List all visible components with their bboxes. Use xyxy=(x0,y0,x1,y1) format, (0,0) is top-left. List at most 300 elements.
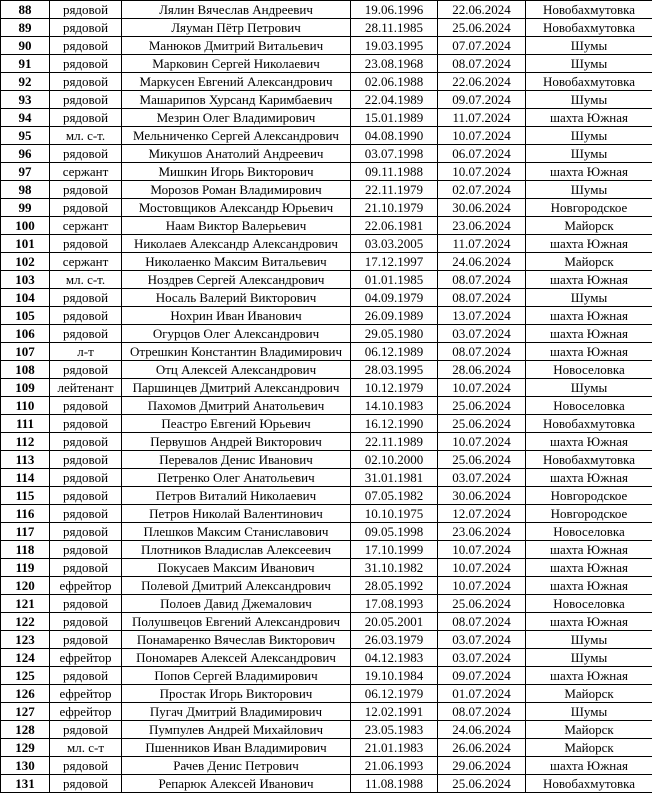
name-cell: Ляуман Пётр Петрович xyxy=(122,19,351,37)
birth-date-cell: 06.12.1989 xyxy=(351,343,438,361)
date-cell: 07.07.2024 xyxy=(438,37,526,55)
birth-date-cell: 04.08.1990 xyxy=(351,127,438,145)
rank-cell: рядовой xyxy=(50,595,122,613)
name-cell: Перевалов Денис Иванович xyxy=(122,451,351,469)
place-cell: Новобахмутовка xyxy=(526,775,652,793)
name-cell: Петров Николай Валентинович xyxy=(122,505,351,523)
row-number: 91 xyxy=(1,55,50,73)
birth-date-cell: 03.07.1998 xyxy=(351,145,438,163)
birth-date-cell: 22.11.1979 xyxy=(351,181,438,199)
name-cell: Покусаев Максим Иванович xyxy=(122,559,351,577)
date-cell: 10.07.2024 xyxy=(438,127,526,145)
rank-cell: рядовой xyxy=(50,145,122,163)
table-row xyxy=(1,145,652,163)
row-number: 124 xyxy=(1,649,50,667)
birth-date-cell: 17.12.1997 xyxy=(351,253,438,271)
rank-cell: рядовой xyxy=(50,199,122,217)
rank-cell: рядовой xyxy=(50,721,122,739)
rank-cell: рядовой xyxy=(50,397,122,415)
table-row xyxy=(1,469,652,487)
row-number: 122 xyxy=(1,613,50,631)
table-row xyxy=(1,415,652,433)
date-cell: 03.07.2024 xyxy=(438,649,526,667)
date-cell: 09.07.2024 xyxy=(438,667,526,685)
row-number: 101 xyxy=(1,235,50,253)
row-number: 94 xyxy=(1,109,50,127)
place-cell: Новобахмутовка xyxy=(526,1,652,19)
row-number: 100 xyxy=(1,217,50,235)
place-cell: Шумы xyxy=(526,181,652,199)
date-cell: 08.07.2024 xyxy=(438,613,526,631)
birth-date-cell: 28.11.1985 xyxy=(351,19,438,37)
place-cell: шахта Южная xyxy=(526,325,652,343)
row-number: 111 xyxy=(1,415,50,433)
birth-date-cell: 09.11.1988 xyxy=(351,163,438,181)
birth-date-cell: 22.04.1989 xyxy=(351,91,438,109)
birth-date-cell: 16.12.1990 xyxy=(351,415,438,433)
date-cell: 13.07.2024 xyxy=(438,307,526,325)
table-row xyxy=(1,253,652,271)
row-number: 129 xyxy=(1,739,50,757)
name-cell: Петров Виталий Николаевич xyxy=(122,487,351,505)
rank-cell: рядовой xyxy=(50,37,122,55)
date-cell: 12.07.2024 xyxy=(438,505,526,523)
place-cell: Шумы xyxy=(526,703,652,721)
row-number: 90 xyxy=(1,37,50,55)
rank-cell: л-т xyxy=(50,343,122,361)
row-number: 127 xyxy=(1,703,50,721)
birth-date-cell: 31.10.1982 xyxy=(351,559,438,577)
name-cell: Носаль Валерий Викторович xyxy=(122,289,351,307)
table-row xyxy=(1,451,652,469)
table-row xyxy=(1,19,652,37)
place-cell: Новобахмутовка xyxy=(526,73,652,91)
place-cell: Шумы xyxy=(526,145,652,163)
place-cell: Новгородское xyxy=(526,487,652,505)
row-number: 98 xyxy=(1,181,50,199)
rank-cell: рядовой xyxy=(50,73,122,91)
row-number: 104 xyxy=(1,289,50,307)
date-cell: 10.07.2024 xyxy=(438,163,526,181)
rank-cell: рядовой xyxy=(50,541,122,559)
date-cell: 11.07.2024 xyxy=(438,109,526,127)
birth-date-cell: 22.06.1981 xyxy=(351,217,438,235)
name-cell: Нохрин Иван Иванович xyxy=(122,307,351,325)
birth-date-cell: 09.05.1998 xyxy=(351,523,438,541)
name-cell: Микушов Анатолий Андреевич xyxy=(122,145,351,163)
birth-date-cell: 06.12.1979 xyxy=(351,685,438,703)
rank-cell: мл. с-т xyxy=(50,739,122,757)
date-cell: 10.07.2024 xyxy=(438,577,526,595)
table-row xyxy=(1,91,652,109)
date-cell: 22.06.2024 xyxy=(438,1,526,19)
birth-date-cell: 28.05.1992 xyxy=(351,577,438,595)
rank-cell: рядовой xyxy=(50,19,122,37)
name-cell: Мельниченко Сергей Александрович xyxy=(122,127,351,145)
date-cell: 10.07.2024 xyxy=(438,541,526,559)
place-cell: Шумы xyxy=(526,379,652,397)
place-cell: Новобахмутовка xyxy=(526,451,652,469)
date-cell: 08.07.2024 xyxy=(438,271,526,289)
rank-cell: сержант xyxy=(50,253,122,271)
table-row xyxy=(1,613,652,631)
date-cell: 25.06.2024 xyxy=(438,415,526,433)
birth-date-cell: 04.09.1979 xyxy=(351,289,438,307)
table-row xyxy=(1,163,652,181)
birth-date-cell: 19.06.1996 xyxy=(351,1,438,19)
birth-date-cell: 26.03.1979 xyxy=(351,631,438,649)
date-cell: 25.06.2024 xyxy=(438,19,526,37)
birth-date-cell: 17.10.1999 xyxy=(351,541,438,559)
date-cell: 11.07.2024 xyxy=(438,235,526,253)
birth-date-cell: 23.08.1968 xyxy=(351,55,438,73)
place-cell: Новгородское xyxy=(526,505,652,523)
place-cell: Новоселовка xyxy=(526,361,652,379)
name-cell: Паршинцев Дмитрий Александрович xyxy=(122,379,351,397)
birth-date-cell: 28.03.1995 xyxy=(351,361,438,379)
table-row xyxy=(1,631,652,649)
place-cell: Шумы xyxy=(526,91,652,109)
name-cell: Мостовщиков Александр Юрьевич xyxy=(122,199,351,217)
table-row xyxy=(1,739,652,757)
row-number: 126 xyxy=(1,685,50,703)
birth-date-cell: 14.10.1983 xyxy=(351,397,438,415)
date-cell: 26.06.2024 xyxy=(438,739,526,757)
date-cell: 06.07.2024 xyxy=(438,145,526,163)
table-row xyxy=(1,1,652,19)
date-cell: 10.07.2024 xyxy=(438,559,526,577)
birth-date-cell: 21.01.1983 xyxy=(351,739,438,757)
rank-cell: сержант xyxy=(50,217,122,235)
rank-cell: рядовой xyxy=(50,325,122,343)
date-cell: 03.07.2024 xyxy=(438,631,526,649)
place-cell: Майорск xyxy=(526,685,652,703)
table-row xyxy=(1,37,652,55)
birth-date-cell: 03.03.2005 xyxy=(351,235,438,253)
table-row xyxy=(1,325,652,343)
rank-cell: рядовой xyxy=(50,775,122,793)
row-number: 96 xyxy=(1,145,50,163)
date-cell: 08.07.2024 xyxy=(438,55,526,73)
name-cell: Николаенко Максим Витальевич xyxy=(122,253,351,271)
birth-date-cell: 22.11.1989 xyxy=(351,433,438,451)
place-cell: шахта Южная xyxy=(526,757,652,775)
place-cell: шахта Южная xyxy=(526,163,652,181)
rank-cell: рядовой xyxy=(50,1,122,19)
row-number: 106 xyxy=(1,325,50,343)
name-cell: Маркусен Евгений Александрович xyxy=(122,73,351,91)
birth-date-cell: 19.10.1984 xyxy=(351,667,438,685)
birth-date-cell: 29.05.1980 xyxy=(351,325,438,343)
name-cell: Отц Алексей Александрович xyxy=(122,361,351,379)
date-cell: 10.07.2024 xyxy=(438,379,526,397)
row-number: 93 xyxy=(1,91,50,109)
date-cell: 03.07.2024 xyxy=(438,325,526,343)
row-number: 97 xyxy=(1,163,50,181)
name-cell: Пумпулев Андрей Михайлович xyxy=(122,721,351,739)
name-cell: Плотников Владислав Алексеевич xyxy=(122,541,351,559)
name-cell: Плешков Максим Станиславович xyxy=(122,523,351,541)
birth-date-cell: 10.12.1979 xyxy=(351,379,438,397)
date-cell: 25.06.2024 xyxy=(438,397,526,415)
table-row xyxy=(1,721,652,739)
date-cell: 03.07.2024 xyxy=(438,469,526,487)
name-cell: Мишкин Игорь Викторович xyxy=(122,163,351,181)
table-row xyxy=(1,127,652,145)
row-number: 112 xyxy=(1,433,50,451)
date-cell: 24.06.2024 xyxy=(438,721,526,739)
table-row xyxy=(1,433,652,451)
name-cell: Марковин Сергей Николаевич xyxy=(122,55,351,73)
table-row xyxy=(1,379,652,397)
birth-date-cell: 15.01.1989 xyxy=(351,109,438,127)
rank-cell: рядовой xyxy=(50,307,122,325)
birth-date-cell: 19.03.1995 xyxy=(351,37,438,55)
date-cell: 29.06.2024 xyxy=(438,757,526,775)
name-cell: Наам Виктор Валерьевич xyxy=(122,217,351,235)
table-row xyxy=(1,181,652,199)
place-cell: Шумы xyxy=(526,289,652,307)
date-cell: 01.07.2024 xyxy=(438,685,526,703)
rank-cell: рядовой xyxy=(50,631,122,649)
date-cell: 10.07.2024 xyxy=(438,433,526,451)
name-cell: Петренко Олег Анатольевич xyxy=(122,469,351,487)
rank-cell: рядовой xyxy=(50,109,122,127)
date-cell: 25.06.2024 xyxy=(438,775,526,793)
place-cell: шахта Южная xyxy=(526,577,652,595)
table-row xyxy=(1,271,652,289)
rank-cell: ефрейтор xyxy=(50,649,122,667)
rank-cell: ефрейтор xyxy=(50,685,122,703)
place-cell: шахта Южная xyxy=(526,667,652,685)
rank-cell: лейтенант xyxy=(50,379,122,397)
rank-cell: рядовой xyxy=(50,757,122,775)
table-row xyxy=(1,361,652,379)
place-cell: шахта Южная xyxy=(526,343,652,361)
table-row xyxy=(1,523,652,541)
row-number: 107 xyxy=(1,343,50,361)
name-cell: Лялин Вячеслав Андреевич xyxy=(122,1,351,19)
row-number: 114 xyxy=(1,469,50,487)
place-cell: Шумы xyxy=(526,127,652,145)
date-cell: 25.06.2024 xyxy=(438,595,526,613)
rank-cell: рядовой xyxy=(50,523,122,541)
rank-cell: рядовой xyxy=(50,505,122,523)
birth-date-cell: 17.08.1993 xyxy=(351,595,438,613)
place-cell: Майорск xyxy=(526,253,652,271)
table-row xyxy=(1,397,652,415)
birth-date-cell: 04.12.1983 xyxy=(351,649,438,667)
place-cell: Майорск xyxy=(526,217,652,235)
place-cell: шахта Южная xyxy=(526,307,652,325)
rank-cell: рядовой xyxy=(50,487,122,505)
place-cell: шахта Южная xyxy=(526,541,652,559)
place-cell: Шумы xyxy=(526,37,652,55)
date-cell: 28.06.2024 xyxy=(438,361,526,379)
rank-cell: рядовой xyxy=(50,433,122,451)
place-cell: Новобахмутовка xyxy=(526,415,652,433)
row-number: 121 xyxy=(1,595,50,613)
place-cell: Майорск xyxy=(526,721,652,739)
place-cell: шахта Южная xyxy=(526,433,652,451)
name-cell: Полевой Дмитрий Александрович xyxy=(122,577,351,595)
rank-cell: рядовой xyxy=(50,667,122,685)
place-cell: Новгородское xyxy=(526,199,652,217)
table-row xyxy=(1,235,652,253)
row-number: 125 xyxy=(1,667,50,685)
row-number: 115 xyxy=(1,487,50,505)
date-cell: 30.06.2024 xyxy=(438,487,526,505)
date-cell: 09.07.2024 xyxy=(438,91,526,109)
name-cell: Пшенников Иван Владимирович xyxy=(122,739,351,757)
row-number: 88 xyxy=(1,1,50,19)
birth-date-cell: 02.10.2000 xyxy=(351,451,438,469)
table-row xyxy=(1,703,652,721)
date-cell: 08.07.2024 xyxy=(438,343,526,361)
table-row xyxy=(1,217,652,235)
rank-cell: рядовой xyxy=(50,91,122,109)
place-cell: Майорск xyxy=(526,739,652,757)
birth-date-cell: 10.10.1975 xyxy=(351,505,438,523)
date-cell: 22.06.2024 xyxy=(438,73,526,91)
rank-cell: мл. с-т. xyxy=(50,127,122,145)
row-number: 92 xyxy=(1,73,50,91)
name-cell: Морозов Роман Владимирович xyxy=(122,181,351,199)
rank-cell: ефрейтор xyxy=(50,577,122,595)
table-row xyxy=(1,307,652,325)
birth-date-cell: 01.01.1985 xyxy=(351,271,438,289)
table-row xyxy=(1,55,652,73)
birth-date-cell: 20.05.2001 xyxy=(351,613,438,631)
row-number: 116 xyxy=(1,505,50,523)
rank-cell: рядовой xyxy=(50,181,122,199)
date-cell: 23.06.2024 xyxy=(438,523,526,541)
date-cell: 25.06.2024 xyxy=(438,451,526,469)
name-cell: Попов Сергей Владимирович xyxy=(122,667,351,685)
rank-cell: ефрейтор xyxy=(50,703,122,721)
row-number: 110 xyxy=(1,397,50,415)
name-cell: Ноздрев Сергей Александрович xyxy=(122,271,351,289)
rank-cell: рядовой xyxy=(50,235,122,253)
rank-cell: рядовой xyxy=(50,55,122,73)
name-cell: Пахомов Дмитрий Анатольевич xyxy=(122,397,351,415)
place-cell: Шумы xyxy=(526,631,652,649)
row-number: 99 xyxy=(1,199,50,217)
table-row xyxy=(1,757,652,775)
table-row xyxy=(1,775,652,793)
date-cell: 08.07.2024 xyxy=(438,289,526,307)
name-cell: Манюков Дмитрий Витальевич xyxy=(122,37,351,55)
roster-table-body xyxy=(1,1,652,793)
name-cell: Первушов Андрей Викторович xyxy=(122,433,351,451)
row-number: 131 xyxy=(1,775,50,793)
row-number: 130 xyxy=(1,757,50,775)
row-number: 105 xyxy=(1,307,50,325)
table-row xyxy=(1,595,652,613)
place-cell: Новобахмутовка xyxy=(526,19,652,37)
rank-cell: рядовой xyxy=(50,289,122,307)
table-row xyxy=(1,541,652,559)
birth-date-cell: 31.01.1981 xyxy=(351,469,438,487)
name-cell: Полушвецов Евгений Александрович xyxy=(122,613,351,631)
name-cell: Николаев Александр Александрович xyxy=(122,235,351,253)
date-cell: 24.06.2024 xyxy=(438,253,526,271)
birth-date-cell: 21.10.1979 xyxy=(351,199,438,217)
date-cell: 23.06.2024 xyxy=(438,217,526,235)
place-cell: шахта Южная xyxy=(526,559,652,577)
name-cell: Машарипов Хурсанд Каримбаевич xyxy=(122,91,351,109)
place-cell: шахта Южная xyxy=(526,235,652,253)
name-cell: Репарюк Алексей Иванович xyxy=(122,775,351,793)
place-cell: Новоселовка xyxy=(526,595,652,613)
date-cell: 30.06.2024 xyxy=(438,199,526,217)
place-cell: шахта Южная xyxy=(526,271,652,289)
table-row xyxy=(1,73,652,91)
row-number: 117 xyxy=(1,523,50,541)
rank-cell: рядовой xyxy=(50,469,122,487)
name-cell: Пугач Дмитрий Владимирович xyxy=(122,703,351,721)
table-row xyxy=(1,649,652,667)
birth-date-cell: 11.08.1988 xyxy=(351,775,438,793)
name-cell: Рачев Денис Петрович xyxy=(122,757,351,775)
row-number: 109 xyxy=(1,379,50,397)
name-cell: Огурцов Олег Александрович xyxy=(122,325,351,343)
name-cell: Простак Игорь Викторович xyxy=(122,685,351,703)
name-cell: Отрешкин Константин Владимирович xyxy=(122,343,351,361)
row-number: 128 xyxy=(1,721,50,739)
birth-date-cell: 23.05.1983 xyxy=(351,721,438,739)
row-number: 119 xyxy=(1,559,50,577)
place-cell: шахта Южная xyxy=(526,613,652,631)
row-number: 89 xyxy=(1,19,50,37)
row-number: 95 xyxy=(1,127,50,145)
table-row xyxy=(1,199,652,217)
row-number: 120 xyxy=(1,577,50,595)
table-row xyxy=(1,289,652,307)
birth-date-cell: 12.02.1991 xyxy=(351,703,438,721)
row-number: 102 xyxy=(1,253,50,271)
rank-cell: рядовой xyxy=(50,451,122,469)
place-cell: шахта Южная xyxy=(526,109,652,127)
table-row xyxy=(1,487,652,505)
birth-date-cell: 26.09.1989 xyxy=(351,307,438,325)
birth-date-cell: 02.06.1988 xyxy=(351,73,438,91)
rank-cell: рядовой xyxy=(50,559,122,577)
table-row xyxy=(1,685,652,703)
date-cell: 02.07.2024 xyxy=(438,181,526,199)
rank-cell: сержант xyxy=(50,163,122,181)
name-cell: Пеастро Евгений Юрьевич xyxy=(122,415,351,433)
place-cell: Новоселовка xyxy=(526,397,652,415)
place-cell: Шумы xyxy=(526,649,652,667)
rank-cell: рядовой xyxy=(50,361,122,379)
place-cell: Новоселовка xyxy=(526,523,652,541)
table-row xyxy=(1,343,652,361)
row-number: 113 xyxy=(1,451,50,469)
rank-cell: рядовой xyxy=(50,415,122,433)
name-cell: Мезрин Олег Владимирович xyxy=(122,109,351,127)
name-cell: Пономарев Алексей Александрович xyxy=(122,649,351,667)
place-cell: Шумы xyxy=(526,55,652,73)
name-cell: Полоев Давид Джемалович xyxy=(122,595,351,613)
row-number: 108 xyxy=(1,361,50,379)
birth-date-cell: 21.06.1993 xyxy=(351,757,438,775)
row-number: 118 xyxy=(1,541,50,559)
table-row xyxy=(1,577,652,595)
row-number: 123 xyxy=(1,631,50,649)
table-row xyxy=(1,667,652,685)
name-cell: Понамаренко Вячеслав Викторович xyxy=(122,631,351,649)
